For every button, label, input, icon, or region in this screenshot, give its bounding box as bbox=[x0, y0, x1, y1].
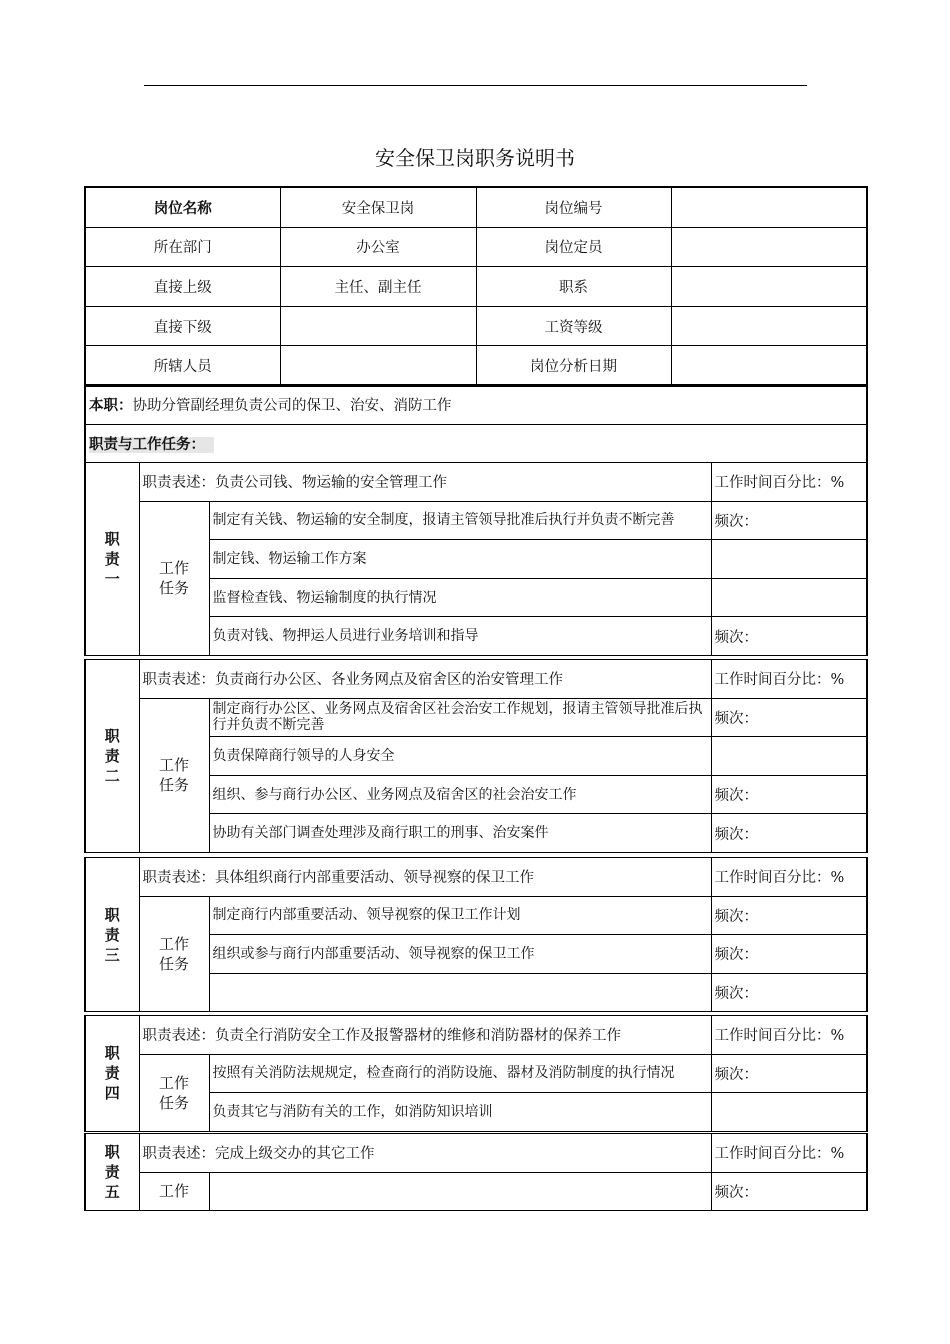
duty-time-percent: 工作时间百分比：% bbox=[711, 660, 867, 699]
task-text bbox=[209, 973, 711, 1012]
main-duty-row bbox=[85, 385, 867, 424]
task-frequency: 频次： bbox=[711, 935, 867, 974]
task-frequency: 频次： bbox=[711, 501, 867, 540]
duty-label: 职 责 五 bbox=[85, 1134, 139, 1211]
info-row bbox=[85, 346, 867, 386]
duty-time-percent: 工作时间百分比：% bbox=[711, 463, 867, 502]
task-text: 制定有关钱、物运输的安全制度，报请主管领导批准后执行并负责不断完善 bbox=[209, 501, 711, 540]
task-text: 组织、参与商行办公区、业务网点及宿舍区的社会治安工作 bbox=[209, 775, 711, 814]
duty-time-percent: 工作时间百分比：% bbox=[711, 1016, 867, 1055]
task-frequency: 频次： bbox=[711, 973, 867, 1012]
task-text: 制定商行内部重要活动、领导视察的保卫工作计划 bbox=[209, 896, 711, 935]
info-value bbox=[671, 227, 867, 267]
work-task-label: 工作 任务 bbox=[139, 896, 209, 1012]
info-value bbox=[280, 346, 476, 386]
task-frequency bbox=[711, 540, 867, 579]
task-text: 按照有关消防法规规定，检查商行的消防设施、器材及消防制度的执行情况 bbox=[209, 1054, 711, 1093]
duties-heading: 职责与工作任务： bbox=[89, 436, 205, 453]
main-duty-text: 协助分管副经理负责公司的保卫、治安、消防工作 bbox=[132, 398, 452, 415]
info-row bbox=[85, 187, 867, 227]
task-text: 协助有关部门调查处理涉及商行职工的刑事、治安案件 bbox=[209, 814, 711, 853]
info-value bbox=[671, 306, 867, 346]
info-row bbox=[85, 227, 867, 267]
duty-time-percent: 工作时间百分比：% bbox=[711, 1134, 867, 1173]
work-task-label: 工作 任务 bbox=[139, 698, 209, 852]
task-text bbox=[209, 1172, 711, 1211]
duty-description: 职责表述：负责公司钱、物运输的安全管理工作 bbox=[139, 463, 711, 502]
duty-block bbox=[84, 659, 868, 853]
info-value bbox=[671, 346, 867, 386]
task-frequency bbox=[711, 1093, 867, 1132]
info-label: 职系 bbox=[476, 267, 671, 307]
duty-description: 职责表述：具体组织商行内部重要活动、领导视察的保卫工作 bbox=[139, 858, 711, 897]
task-text: 负责对钱、物押运人员进行业务培训和指导 bbox=[209, 617, 711, 656]
task-text: 组织或参与商行内部重要活动、领导视察的保卫工作 bbox=[209, 935, 711, 974]
info-value: 主任、副主任 bbox=[280, 267, 476, 307]
info-value bbox=[280, 306, 476, 346]
info-label: 工资等级 bbox=[476, 306, 671, 346]
task-text: 监督检查钱、物运输制度的执行情况 bbox=[209, 578, 711, 617]
main-duty-table bbox=[84, 384, 868, 463]
duty-block bbox=[84, 1133, 868, 1211]
task-text: 负责保障商行领导的人身安全 bbox=[209, 737, 711, 776]
info-label: 所辖人员 bbox=[85, 346, 280, 386]
duty-label: 职 责 三 bbox=[85, 858, 139, 1012]
info-row bbox=[85, 306, 867, 346]
duty-label: 职 责 四 bbox=[85, 1016, 139, 1132]
duty-time-percent: 工作时间百分比：% bbox=[711, 858, 867, 897]
info-row bbox=[85, 267, 867, 307]
task-frequency: 频次： bbox=[711, 1172, 867, 1211]
info-value: 安全保卫岗 bbox=[280, 187, 476, 227]
duty-block bbox=[84, 1015, 868, 1132]
info-value bbox=[671, 187, 867, 227]
info-label: 岗位名称 bbox=[85, 187, 280, 227]
duty-label: 职 责 一 bbox=[85, 463, 139, 656]
main-duty-label: 本职： bbox=[89, 398, 133, 415]
info-value: 办公室 bbox=[280, 227, 476, 267]
duty-label: 职 责 二 bbox=[85, 660, 139, 853]
task-text: 制定钱、物运输工作方案 bbox=[209, 540, 711, 579]
duty-description: 职责表述：负责全行消防安全工作及报警器材的维修和消防器材的保养工作 bbox=[139, 1016, 711, 1055]
task-frequency: 频次： bbox=[711, 617, 867, 656]
work-task-label: 工作 任务 bbox=[139, 1054, 209, 1131]
duty-description: 职责表述：负责商行办公区、各业务网点及宿舍区的治安管理工作 bbox=[139, 660, 711, 699]
task-frequency: 频次： bbox=[711, 1054, 867, 1093]
work-task-label: 工作 任务 bbox=[139, 501, 209, 655]
work-task-label: 工作 bbox=[139, 1172, 209, 1211]
duty-block bbox=[84, 462, 868, 656]
task-frequency bbox=[711, 737, 867, 776]
task-frequency: 频次： bbox=[711, 698, 867, 737]
task-frequency: 频次： bbox=[711, 775, 867, 814]
info-label: 岗位分析日期 bbox=[476, 346, 671, 386]
task-frequency: 频次： bbox=[711, 896, 867, 935]
info-label: 所在部门 bbox=[85, 227, 280, 267]
info-label: 岗位定员 bbox=[476, 227, 671, 267]
info-label: 直接上级 bbox=[85, 267, 280, 307]
task-text: 制定商行办公区、业务网点及宿舍区社会治安工作规划，报请主管领导批准后执行并负责不断完善 bbox=[209, 698, 711, 737]
task-frequency bbox=[711, 578, 867, 617]
info-value bbox=[671, 267, 867, 307]
page-title: 安全保卫岗职务说明书 bbox=[375, 146, 575, 170]
duty-block bbox=[84, 857, 868, 1012]
position-info-table bbox=[84, 186, 868, 387]
duty-description: 职责表述：完成上级交办的其它工作 bbox=[139, 1134, 711, 1173]
info-label: 直接下级 bbox=[85, 306, 280, 346]
duties-heading-row bbox=[85, 424, 867, 463]
info-label: 岗位编号 bbox=[476, 187, 671, 227]
task-frequency: 频次： bbox=[711, 814, 867, 853]
task-text: 负责其它与消防有关的工作，如消防知识培训 bbox=[209, 1093, 711, 1132]
header-rule bbox=[144, 85, 807, 86]
